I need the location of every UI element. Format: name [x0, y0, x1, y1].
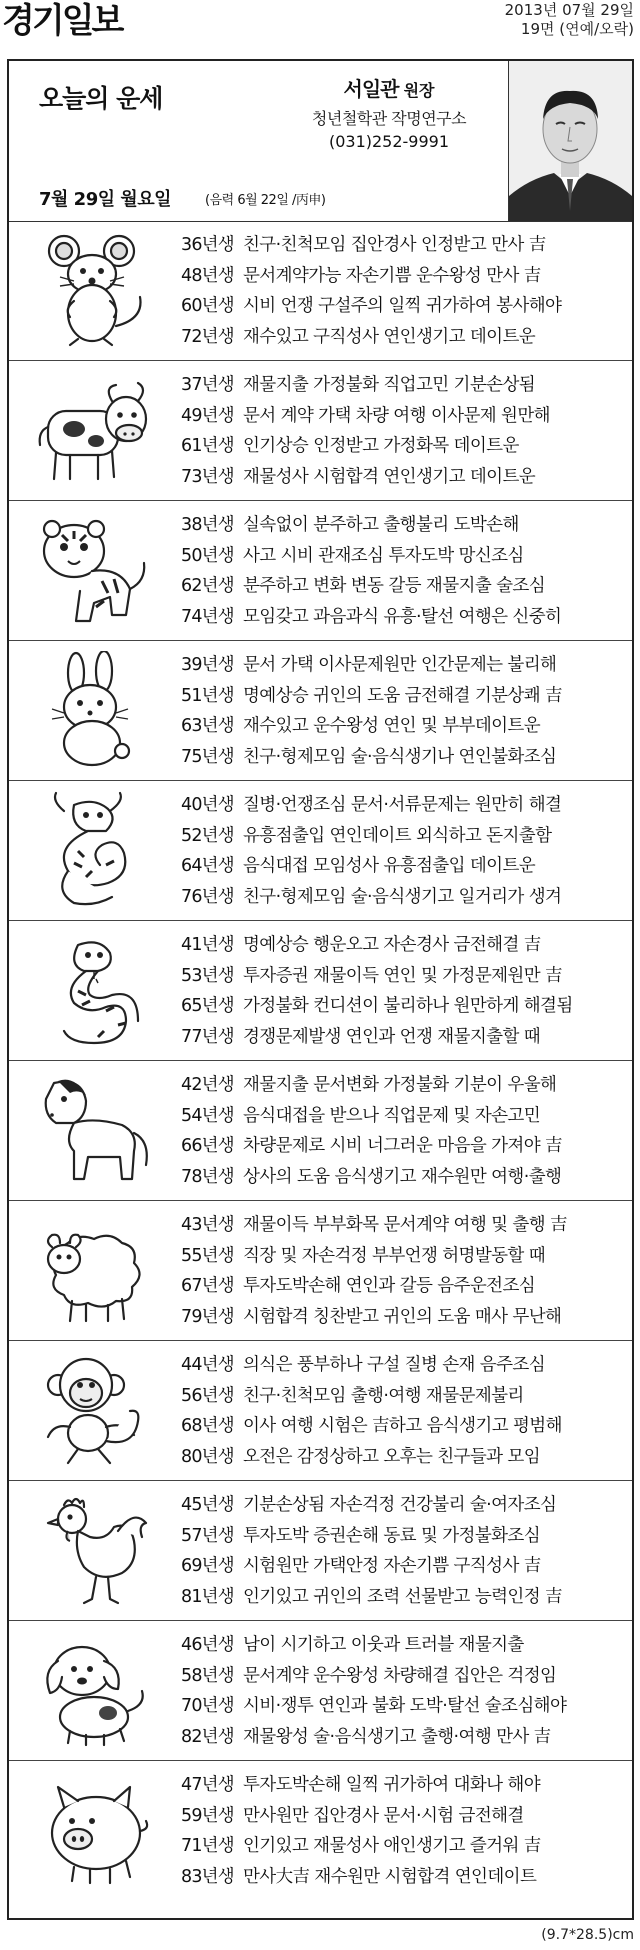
- zodiac-horse: [9, 1061, 632, 1201]
- fortune-row: [181, 1862, 541, 1893]
- zodiac-snake: [9, 921, 632, 1061]
- fortune-row: [181, 370, 550, 401]
- fortune-text: 재수있고 운수왕성 연인 및 부부데이트운: [243, 716, 541, 736]
- birth-year: 65년생: [181, 996, 234, 1016]
- birth-year: 39년생: [181, 655, 234, 675]
- fortune-row: [181, 711, 562, 742]
- birth-year: 36년생: [181, 235, 234, 255]
- fortune-list: [181, 1630, 566, 1752]
- zodiac-sheep: [9, 1201, 632, 1341]
- birth-year: 61년생: [181, 436, 234, 456]
- fortune-row: [181, 541, 561, 572]
- fortune-text: 친구·형제모임 술·음식생기나 연인불화조심: [243, 746, 557, 767]
- birth-year: 46년생: [181, 1635, 234, 1655]
- fortune-row: [181, 961, 573, 992]
- birth-year: 77년생: [181, 1026, 234, 1047]
- fortune-row: [181, 1101, 562, 1132]
- fortune-row: [181, 261, 561, 292]
- pig-icon: [34, 1771, 154, 1891]
- birth-year: 82년생: [181, 1726, 234, 1747]
- birth-year: 80년생: [181, 1446, 234, 1467]
- fortune-row: [181, 1162, 562, 1193]
- fortune-list: [181, 650, 562, 772]
- birth-year: 67년생: [181, 1276, 234, 1296]
- birth-year: 40년생: [181, 795, 234, 815]
- fortune-row: [181, 1831, 541, 1862]
- rooster-icon: [34, 1491, 154, 1611]
- fortune-text: 명예상승 귀인의 도움 금전해결 기분상쾌 吉: [243, 685, 562, 706]
- horse-icon: [34, 1071, 154, 1191]
- fortune-list: [181, 1490, 562, 1612]
- fortune-list: [181, 230, 561, 352]
- birth-year: 70년생: [181, 1696, 234, 1716]
- birth-year: 66년생: [181, 1136, 234, 1156]
- fortune-text: 재물지출 가정불화 직업고민 기분손상됨: [243, 375, 536, 395]
- fortune-text: 인기상승 인정받고 가정화목 데이트운: [243, 436, 519, 456]
- zodiac-pig: [9, 1761, 632, 1901]
- page-section: 19면 (연예/오락): [520, 20, 634, 38]
- fortune-row: [181, 322, 561, 353]
- fortune-text: 투자도박 증권손해 동료 및 가정불화조심: [243, 1525, 541, 1546]
- fortune-list: [181, 370, 550, 492]
- fortune-row: [181, 1350, 562, 1381]
- fortune-row: [181, 1630, 566, 1661]
- ox-icon: [34, 371, 154, 491]
- birth-year: 73년생: [181, 466, 234, 487]
- fortune-text: 이사 여행 시험은 吉하고 음식생기고 평범해: [243, 1416, 562, 1436]
- rabbit-icon: [34, 651, 154, 771]
- author-title: 원장: [403, 81, 435, 100]
- author-org: 청년철학관 작명연구소: [311, 109, 467, 128]
- zodiac-dog: [9, 1621, 632, 1761]
- birth-year: 58년생: [181, 1665, 234, 1686]
- zodiac-rat: [9, 221, 632, 361]
- fortune-row: [181, 1582, 562, 1613]
- fortune-text: 직장 및 자손걱정 부부언쟁 허명발동할 때: [243, 1245, 545, 1266]
- size-note: (9.7*28.5)cm: [541, 1927, 634, 1943]
- fortune-text: 재수있고 구직성사 연인생기고 데이트운: [243, 326, 536, 347]
- fortune-row: [181, 602, 561, 633]
- fortune-text: 음식대접 모임성사 유흥점출입 데이트운: [243, 856, 536, 876]
- birth-year: 74년생: [181, 606, 234, 627]
- fortune-text: 문서계약가능 자손기쁨 운수왕성 만사 吉: [243, 265, 541, 286]
- birth-year: 52년생: [181, 825, 234, 846]
- birth-year: 60년생: [181, 296, 234, 316]
- birth-year: 47년생: [181, 1775, 234, 1795]
- author-block: [289, 73, 489, 151]
- publication-date: 2013년 07월 29일: [504, 1, 634, 19]
- fortune-text: 유흥점출입 연인데이트 외식하고 돈지출함: [243, 825, 552, 846]
- fortune-row: [181, 650, 562, 681]
- fortune-row: [181, 821, 561, 852]
- birth-year: 49년생: [181, 405, 234, 426]
- fortune-text: 명예상승 행운오고 자손경사 금전해결 吉: [243, 935, 541, 955]
- birth-year: 68년생: [181, 1416, 234, 1436]
- fortune-row: [181, 1490, 562, 1521]
- column-title: 오늘의 운세: [39, 84, 163, 113]
- fortune-text: 오전은 감정상하고 오후는 친구들과 모임: [243, 1446, 541, 1467]
- fortune-row: [181, 510, 561, 541]
- birth-year: 50년생: [181, 545, 234, 566]
- fortune-row: [181, 571, 561, 602]
- horoscope-date: 7월 29일 월요일: [39, 189, 172, 210]
- fortune-text: 남이 시기하고 이웃과 트러블 재물지출: [243, 1635, 524, 1655]
- fortune-text: 재물성사 시험합격 연인생기고 데이트운: [243, 466, 536, 487]
- fortune-list: [181, 1770, 541, 1892]
- fortune-text: 재물지출 문서변화 가정불화 기분이 우울해: [243, 1075, 557, 1095]
- fortune-row: [181, 1022, 573, 1053]
- fortune-text: 가정불화 컨디션이 불리하나 원만하게 해결됨: [243, 996, 573, 1016]
- fortune-text: 실속없이 분주하고 출행불리 도박손해: [243, 515, 519, 535]
- birth-year: 53년생: [181, 965, 234, 986]
- fortune-text: 투자도박손해 연인과 갈등 음주운전조심: [243, 1276, 536, 1296]
- fortune-list: [181, 510, 561, 632]
- author-photo: [508, 61, 632, 221]
- fortune-row: [181, 882, 561, 913]
- author-name: 서일관: [343, 77, 399, 101]
- dog-icon: [34, 1631, 154, 1751]
- fortune-text: 친구·친척모임 집안경사 인정받고 만사 吉: [243, 235, 546, 255]
- fortune-row: [181, 1210, 567, 1241]
- fortune-text: 음식대접을 받으나 직업문제 및 자손고민: [243, 1105, 541, 1126]
- zodiac-ox: [9, 361, 632, 501]
- birth-year: 69년생: [181, 1556, 234, 1576]
- birth-year: 57년생: [181, 1525, 234, 1546]
- fortune-row: [181, 462, 550, 493]
- rat-icon: [34, 231, 154, 351]
- fortune-text: 만사원만 집안경사 문서·시험 금전해결: [243, 1805, 524, 1826]
- fortune-text: 문서 가택 이사문제원만 인간문제는 불리해: [243, 655, 557, 675]
- zodiac-rooster: [9, 1481, 632, 1621]
- fortune-text: 재물왕성 술·음식생기고 출행·여행 만사 吉: [243, 1726, 551, 1747]
- fortune-list: [181, 1070, 562, 1192]
- fortune-row: [181, 681, 562, 712]
- zodiac-rabbit: [9, 641, 632, 781]
- tiger-icon: [34, 511, 154, 631]
- fortune-text: 만사大吉 재수원만 시험합격 연인데이트: [243, 1866, 537, 1887]
- fortune-row: [181, 851, 561, 882]
- birth-year: 38년생: [181, 515, 234, 535]
- fortune-row: [181, 1770, 541, 1801]
- birth-year: 56년생: [181, 1385, 234, 1406]
- fortune-row: [181, 1661, 566, 1692]
- fortune-row: [181, 1411, 562, 1442]
- zodiac-tiger: [9, 501, 632, 641]
- birth-year: 51년생: [181, 685, 234, 706]
- birth-year: 76년생: [181, 886, 234, 907]
- fortune-text: 사고 시비 관재조심 투자도박 망신조심: [243, 545, 524, 566]
- birth-year: 43년생: [181, 1215, 234, 1235]
- birth-year: 64년생: [181, 856, 234, 876]
- fortune-row: [181, 1691, 566, 1722]
- fortune-list: [181, 790, 561, 912]
- fortune-row: [181, 1131, 562, 1162]
- fortune-text: 문서계약 운수왕성 차량해결 집안은 걱정임: [243, 1665, 557, 1686]
- fortune-list: [181, 1350, 562, 1472]
- fortune-text: 시비 언쟁 구설주의 일찍 귀가하여 봉사해야: [243, 296, 562, 316]
- fortune-row: [181, 930, 573, 961]
- fortune-text: 분주하고 변화 변동 갈등 재물지출 술조심: [243, 576, 545, 596]
- fortune-row: [181, 1521, 562, 1552]
- birth-year: 41년생: [181, 935, 234, 955]
- fortune-row: [181, 991, 573, 1022]
- fortune-text: 문서 계약 가택 차량 여행 이사문제 원만해: [243, 405, 550, 426]
- fortune-text: 친구·친척모임 출행·여행 재물문제불리: [243, 1385, 524, 1406]
- dragon-icon: [34, 791, 154, 911]
- zodiac-monkey: [9, 1341, 632, 1481]
- fortune-row: [181, 1801, 541, 1832]
- fortune-row: [181, 1070, 562, 1101]
- fortune-text: 인기있고 귀인의 조력 선물받고 능력인정 吉: [243, 1586, 562, 1607]
- birth-year: 81년생: [181, 1586, 234, 1607]
- newspaper-logo: 경기일보: [2, 1, 122, 41]
- horoscope-column: [7, 59, 634, 1920]
- birth-year: 71년생: [181, 1836, 234, 1856]
- fortune-row: [181, 230, 561, 261]
- fortune-row: [181, 1302, 567, 1333]
- column-header: [9, 61, 632, 222]
- fortune-row: [181, 1551, 562, 1582]
- birth-year: 48년생: [181, 265, 234, 286]
- birth-year: 62년생: [181, 576, 234, 596]
- fortune-text: 경쟁문제발생 연인과 언쟁 재물지출할 때: [243, 1026, 541, 1047]
- fortune-text: 투자증권 재물이득 연인 및 가정문제원만 吉: [243, 965, 562, 986]
- fortune-text: 의식은 풍부하나 구설 질병 손재 음주조심: [243, 1355, 545, 1375]
- fortune-text: 투자도박손해 일찍 귀가하여 대화나 해야: [243, 1775, 541, 1795]
- fortune-text: 질병·언쟁조심 문서·서류문제는 원만히 해결: [243, 795, 562, 815]
- birth-year: 37년생: [181, 375, 234, 395]
- fortune-row: [181, 1241, 567, 1272]
- fortune-text: 친구·형제모임 술·음식생기고 일거리가 생겨: [243, 886, 562, 907]
- fortune-text: 기분손상됨 자손걱정 건강불리 술·여자조심: [243, 1495, 557, 1515]
- fortune-row: [181, 291, 561, 322]
- birth-year: 63년생: [181, 716, 234, 736]
- birth-year: 79년생: [181, 1306, 234, 1327]
- fortune-text: 시험원만 가택안정 자손기쁨 구직성사 吉: [243, 1556, 541, 1576]
- fortune-row: [181, 1271, 567, 1302]
- fortune-row: [181, 1381, 562, 1412]
- fortune-list: [181, 1210, 567, 1332]
- birth-year: 44년생: [181, 1355, 234, 1375]
- fortune-text: 시비·쟁투 연인과 불화 도박·탈선 술조심해야: [243, 1696, 567, 1716]
- fortune-row: [181, 1442, 562, 1473]
- fortune-row: [181, 431, 550, 462]
- publication-info: [505, 1, 634, 39]
- fortune-row: [181, 401, 550, 432]
- birth-year: 83년생: [181, 1866, 234, 1887]
- fortune-text: 인기있고 재물성사 애인생기고 즐거워 吉: [243, 1836, 541, 1856]
- snake-icon: [34, 931, 154, 1051]
- birth-year: 72년생: [181, 326, 234, 347]
- fortune-list: [181, 930, 573, 1052]
- birth-year: 59년생: [181, 1805, 234, 1826]
- sheep-icon: [34, 1211, 154, 1331]
- monkey-icon: [34, 1351, 154, 1471]
- fortune-row: [181, 790, 561, 821]
- fortune-text: 재물이득 부부화목 문서계약 여행 및 출행 吉: [243, 1215, 567, 1235]
- birth-year: 75년생: [181, 746, 234, 767]
- fortune-text: 차량문제로 시비 너그러운 마음을 가져야 吉: [243, 1136, 562, 1156]
- fortune-row: [181, 742, 562, 773]
- fortune-text: 모임갖고 과음과식 유흥·탈선 여행은 신중히: [243, 606, 562, 627]
- zodiac-dragon: [9, 781, 632, 921]
- fortune-text: 시험합격 칭찬받고 귀인의 도움 매사 무난해: [243, 1306, 562, 1327]
- birth-year: 42년생: [181, 1075, 234, 1095]
- masthead: [0, 0, 640, 42]
- birth-year: 55년생: [181, 1245, 234, 1266]
- birth-year: 54년생: [181, 1105, 234, 1126]
- birth-year: 45년생: [181, 1495, 234, 1515]
- fortune-text: 상사의 도움 음식생기고 재수원만 여행·출행: [243, 1166, 562, 1187]
- lunar-date: (음력 6월 22일 /丙申): [205, 193, 326, 208]
- birth-year: 78년생: [181, 1166, 234, 1187]
- author-phone: (031)252-9991: [328, 132, 450, 151]
- fortune-row: [181, 1722, 566, 1753]
